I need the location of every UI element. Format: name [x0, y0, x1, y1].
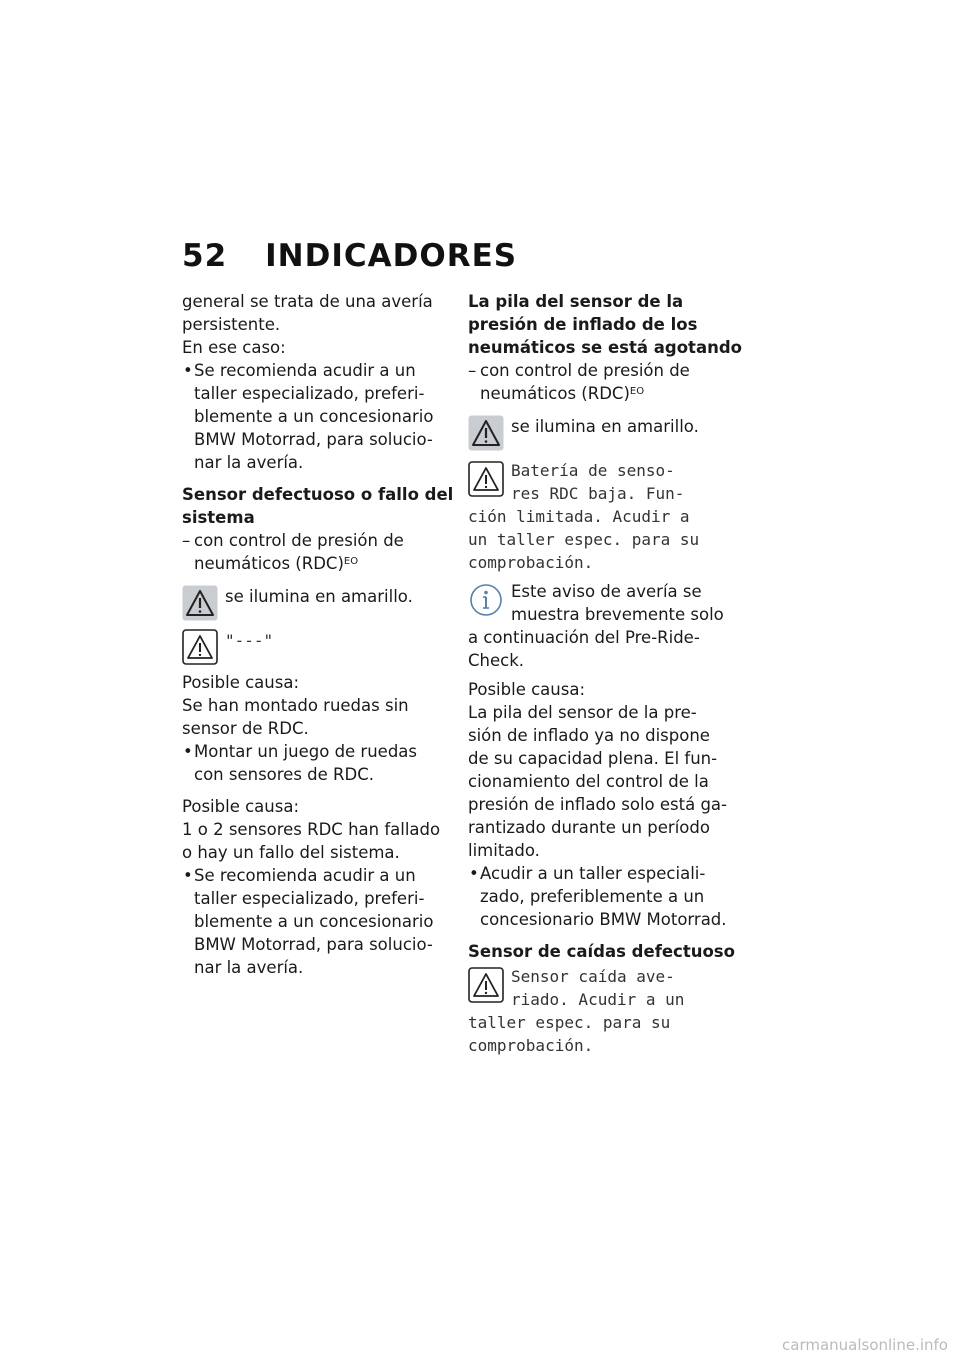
display-message-block	[468, 965, 748, 1057]
illumination-text: se ilumina en amarillo.	[511, 417, 699, 436]
right-column	[468, 290, 748, 1057]
cause-line: presión de inflado solo está ga-	[468, 795, 727, 814]
cause-line: 1 o 2 sensores RDC han fallado	[182, 820, 441, 839]
watermark: carmanualsonline.info	[782, 1336, 948, 1354]
info-line: muestra brevemente solo	[511, 605, 724, 624]
bullet-line: Se recomienda acudir a un	[194, 361, 416, 380]
dash-item: – con control de presión de neumáticos (RDC)$^{EO}$	[182, 529, 454, 575]
bullet-line: concesionario BMW Motorrad.	[480, 910, 727, 929]
left-column	[182, 290, 454, 979]
bullet-line: Acudir a un taller especiali-	[480, 864, 706, 883]
page-title: INDICADORES	[265, 238, 518, 274]
warning-light-row	[182, 585, 454, 621]
display-message-row	[182, 629, 454, 665]
display-line: res RDC baja. Fun-	[511, 484, 685, 503]
bullet-line: taller especializado, preferi-	[194, 889, 425, 908]
bullet-line: Montar un juego de ruedas	[194, 742, 418, 761]
section-title: Sensor de caídas defectuoso	[468, 942, 735, 961]
dash-item: – con control de presión de neumáticos (RDC)$^{EO}$	[468, 359, 748, 405]
warning-light-icon	[182, 585, 218, 621]
illumination-text: se ilumina en amarillo.	[225, 587, 413, 606]
cause-line: La pila del sensor de la pre-	[468, 703, 697, 722]
warning-display-icon	[468, 967, 504, 1003]
display-text: "---"	[225, 631, 274, 650]
info-line: a continuación del Pre-Ride-	[468, 628, 700, 647]
dash-line: con control de presión de	[194, 531, 404, 550]
bullet-icon: •	[183, 742, 193, 761]
cause-line: o hay un fallo del sistema.	[182, 843, 400, 862]
section-title: La pila del sensor de la presión de inflado de los neumáticos se está agotando	[468, 292, 742, 357]
display-line: comprobación.	[468, 1036, 594, 1055]
bullet-line: zado, preferiblemente a un	[480, 887, 705, 906]
info-icon	[468, 582, 504, 618]
section-title: Sensor defectuoso o fallo del sistema	[182, 485, 454, 527]
warning-display-icon	[182, 629, 218, 665]
bullet-icon: •	[183, 361, 193, 380]
cause-line: Se han montado ruedas sin	[182, 696, 409, 715]
cause-line: sensor de RDC.	[182, 719, 309, 738]
dash-line: neumáticos (RDC)$^{EO}$	[194, 554, 359, 573]
warning-light-row	[468, 415, 748, 451]
cause-line: de su capacidad plena. El fun-	[468, 749, 718, 768]
cause-label: Posible causa:	[182, 673, 299, 692]
cause-line: sión de inflado ya no dispone	[468, 726, 710, 745]
intro-line: persistente.	[182, 315, 281, 334]
display-line: un taller espec. para su	[468, 530, 700, 549]
display-line: Batería de senso-	[511, 461, 675, 480]
bullet-line: BMW Motorrad, para solucio-	[194, 430, 433, 449]
cause-line: rantizado durante un período	[468, 818, 710, 837]
display-line: riado. Acudir a un	[511, 990, 685, 1009]
bullet-item	[182, 359, 454, 474]
bullet-item	[182, 740, 454, 786]
display-line: taller espec. para su	[468, 1013, 671, 1032]
bullet-line: taller especializado, preferi-	[194, 384, 425, 403]
warning-light-icon	[468, 415, 504, 451]
display-message-block	[468, 459, 748, 574]
display-line: ción limitada. Acudir a	[468, 507, 690, 526]
info-line: Este aviso de avería se	[511, 582, 702, 601]
bullet-line: nar la avería.	[194, 958, 304, 977]
eo-superscript: EO	[343, 556, 359, 567]
cause-line: cionamiento del control de la	[468, 772, 709, 791]
dash-line: con control de presión de	[480, 361, 690, 380]
display-line: comprobación.	[468, 553, 594, 572]
bullet-icon: •	[469, 864, 479, 883]
cause-label: Posible causa:	[182, 797, 299, 816]
page-number: 52	[182, 238, 228, 274]
bullet-line: blemente a un concesionario	[194, 912, 434, 931]
bullet-line: Se recomienda acudir a un	[194, 866, 416, 885]
warning-display-icon	[468, 461, 504, 497]
bullet-icon: •	[183, 866, 193, 885]
en-ese-caso: En ese caso:	[182, 338, 286, 357]
info-line: Check.	[468, 651, 525, 670]
bullet-line: nar la avería.	[194, 453, 304, 472]
page-header	[182, 236, 517, 276]
bullet-item	[182, 864, 454, 979]
display-line: Sensor caída ave-	[511, 967, 675, 986]
info-note	[468, 580, 748, 672]
intro-line: general se trata de una avería	[182, 292, 433, 311]
cause-label: Posible causa:	[468, 680, 585, 699]
bullet-item	[468, 862, 748, 931]
bullet-line: con sensores de RDC.	[194, 765, 374, 784]
bullet-line: blemente a un concesionario	[194, 407, 434, 426]
eo-superscript: EO	[629, 386, 645, 397]
dash-line: neumáticos (RDC)$^{EO}$	[480, 384, 645, 403]
cause-line: limitado.	[468, 841, 540, 860]
bullet-line: BMW Motorrad, para solucio-	[194, 935, 433, 954]
